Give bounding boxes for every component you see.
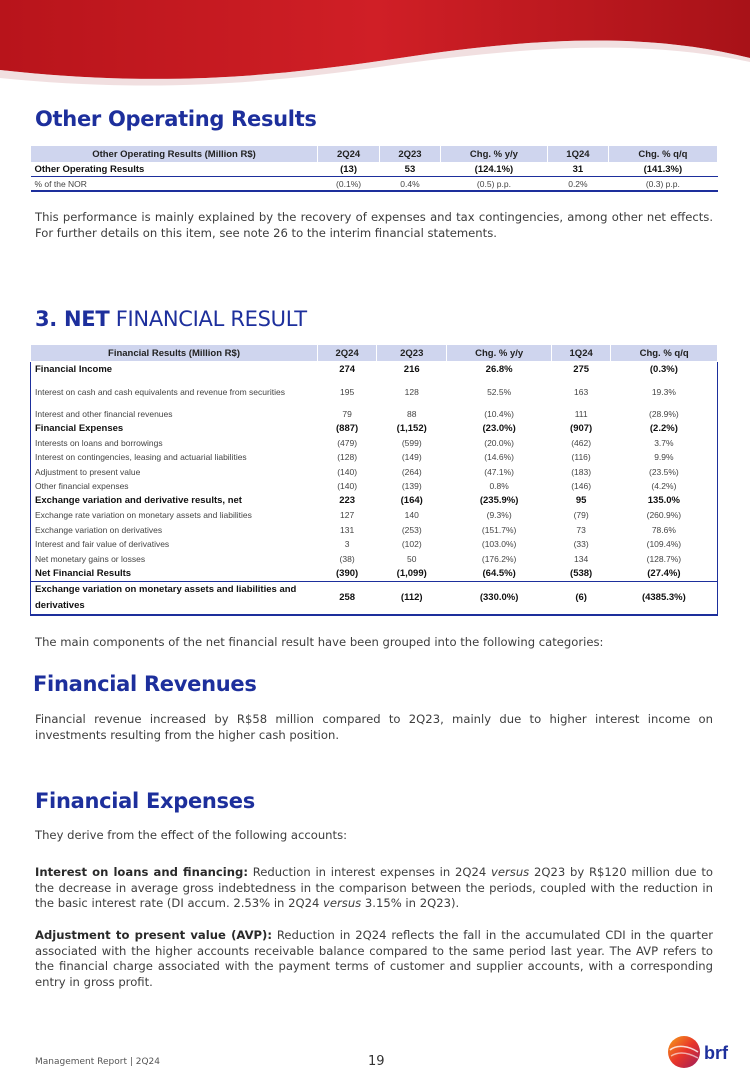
row-label: Exchange rate variation on monetary assets and liabilities <box>35 510 252 521</box>
table-row <box>31 523 718 538</box>
col-header: 2Q23 <box>380 146 441 163</box>
table-row <box>31 407 718 422</box>
row-label: Exchange variation on monetary assets and liabilities and derivatives <box>35 583 297 611</box>
col-header: 2Q24 <box>318 345 377 362</box>
cell: (0.3%) <box>649 363 678 375</box>
cell: (27.4%) <box>611 566 718 581</box>
text-italic: versus <box>323 896 362 910</box>
avp-label: Adjustment to present value (AVP): <box>35 928 272 942</box>
cell: (0.3) p.p. <box>645 178 680 189</box>
cell: 134 <box>574 553 589 564</box>
other-operating-table <box>30 145 718 192</box>
cell: 0.2% <box>568 178 588 189</box>
col-header: Chg. % y/y <box>440 146 547 163</box>
table-row <box>31 581 718 615</box>
row-label: Adjustment to present value <box>35 466 141 477</box>
cell: (47.1%) <box>484 466 515 477</box>
row-label: Financial Expenses <box>35 422 124 434</box>
cell: 127 <box>340 510 355 521</box>
cell: 0.4% <box>400 178 420 189</box>
cell: (6) <box>575 592 587 603</box>
cell: (264) <box>401 466 422 477</box>
cell: (146) <box>571 481 592 492</box>
footer-label: Management Report | 2Q24 <box>35 1057 160 1067</box>
cell: 26.8% <box>485 363 513 375</box>
net-financial-title-rest: FINANCIAL RESULT <box>109 307 307 331</box>
cell: 195 <box>340 386 355 397</box>
cell: 50 <box>407 553 417 564</box>
cell: 53 <box>380 163 441 177</box>
cell: 128 <box>404 386 419 397</box>
text-span: Reduction in interest expenses in 2Q24 <box>247 865 492 879</box>
cell: 3 <box>344 539 350 550</box>
cell: 78.6% <box>651 524 676 535</box>
table-row <box>31 163 718 177</box>
text-span: 2Q23 by R$120 million due to the decrease in average gross indebtedness in the comparison between the periods, coupled with the reduction in the basic interest rate (DI accum. 2.53% in 2Q24 <box>35 865 713 910</box>
table-row <box>31 421 718 436</box>
col-header: Chg. % y/y <box>447 345 552 362</box>
table-row <box>31 436 718 451</box>
other-operating-title: Other Operating Results <box>35 107 317 131</box>
table-row <box>31 465 718 480</box>
cell: 52.5% <box>487 386 512 397</box>
cell: 274 <box>339 363 356 375</box>
col-header: Other Operating Results (Million R$) <box>31 146 318 163</box>
cell: (128.7%) <box>646 553 682 564</box>
cell: (1,099) <box>377 566 447 581</box>
row-label: % of the NOR <box>34 178 87 189</box>
row-label: Interest and fair value of derivatives <box>35 539 170 550</box>
row-label: Other Operating Results <box>31 163 318 177</box>
cell: (23.0%) <box>482 422 516 434</box>
cell: 258 <box>339 592 356 603</box>
cell: 140 <box>404 510 419 521</box>
row-label: Financial Income <box>35 363 113 375</box>
table-row <box>31 450 718 465</box>
avp-paragraph <box>35 928 713 990</box>
cell: (164) <box>400 495 423 507</box>
cell: 88 <box>407 408 417 419</box>
cell: (599) <box>401 437 422 448</box>
table-row <box>31 377 718 407</box>
table-row <box>31 552 718 567</box>
top-wave-banner <box>0 0 750 92</box>
table-row <box>31 177 718 192</box>
financial-revenues-title: Financial Revenues <box>33 672 257 696</box>
cell: 216 <box>403 363 420 375</box>
financial-revenues-paragraph: Financial revenue increased by R$58 million compared to 2Q23, mainly due to higher interest income on investments resulting from the higher cash position. <box>35 712 713 742</box>
cell: (140) <box>337 466 358 477</box>
cell: 0.8% <box>489 481 509 492</box>
logo-text: brf <box>704 1043 728 1063</box>
col-header: Chg. % q/q <box>608 146 717 163</box>
cell: (253) <box>401 524 422 535</box>
cell: (23.5%) <box>649 466 679 477</box>
cell: (79) <box>573 510 589 521</box>
net-financial-title-bold: 3. NET <box>35 307 110 331</box>
cell: (330.0%) <box>479 592 519 603</box>
net-financial-title <box>35 307 307 331</box>
financial-expenses-title: Financial Expenses <box>35 789 255 813</box>
text-span: 3.15% in 2Q23). <box>361 896 460 910</box>
cell: (538) <box>552 566 611 581</box>
cell: (109.4%) <box>646 539 682 550</box>
cell: (103.0%) <box>481 539 517 550</box>
cell: (38) <box>339 553 355 564</box>
cell: (33) <box>573 539 589 550</box>
financial-results-table <box>30 344 718 616</box>
cell: (149) <box>401 452 422 463</box>
cell: (151.7%) <box>481 524 517 535</box>
cell: (140) <box>337 481 358 492</box>
cell: (141.3%) <box>608 163 717 177</box>
cell: 223 <box>339 495 356 507</box>
cell: (235.9%) <box>479 495 519 507</box>
cell: 111 <box>574 408 588 419</box>
table-row <box>31 494 718 509</box>
cell: (9.3%) <box>486 510 512 521</box>
row-label: Interest on contingencies, leasing and actuarial liabilities <box>35 452 247 463</box>
row-label: Interests on loans and borrowings <box>35 437 163 448</box>
col-header: 1Q24 <box>552 345 611 362</box>
cell: (2.2%) <box>649 422 678 434</box>
cell: 31 <box>548 163 609 177</box>
text-span: Reduction in 2Q24 reflects the fall in the accumulated CDI in the quarter associated with the higher accounts receivable balance compared to the same period last year. The AVP refers to the financial charge associated with the payment terms of customer and supplier accounts, with a corresponding entry in gross profit. <box>35 928 713 989</box>
cell: 131 <box>340 524 355 535</box>
text-italic: versus <box>491 865 530 879</box>
cell: (124.1%) <box>440 163 547 177</box>
row-label: Exchange variation and derivative results, net <box>35 495 242 507</box>
cell: (0.1%) <box>336 178 362 189</box>
table-row <box>31 479 718 494</box>
cell: 275 <box>573 363 590 375</box>
table-row <box>31 566 718 581</box>
col-header: 2Q23 <box>377 345 447 362</box>
cell: (20.0%) <box>484 437 515 448</box>
row-label: Exchange variation on derivatives <box>35 524 163 535</box>
col-header: Chg. % q/q <box>611 345 718 362</box>
cell: (64.5%) <box>447 566 552 581</box>
brf-logo <box>667 1034 739 1070</box>
page-number: 19 <box>368 1054 385 1069</box>
cell: 3.7% <box>654 437 674 448</box>
table-row <box>31 508 718 523</box>
col-header: Financial Results (Million R$) <box>31 345 318 362</box>
cell: (462) <box>571 437 592 448</box>
cell: (116) <box>571 452 591 463</box>
cell: (14.6%) <box>484 452 515 463</box>
row-label: Interest on cash and cash equivalents and revenue from securities <box>35 386 285 397</box>
cell: (139) <box>401 481 422 492</box>
interest-loans-label: Interest on loans and financing: <box>35 865 248 879</box>
cell: (907) <box>570 422 593 434</box>
table-row <box>31 362 718 377</box>
financial-expenses-intro: They derive from the effect of the following accounts: <box>35 828 348 842</box>
cell: 9.9% <box>654 452 674 463</box>
cell: (1,152) <box>396 422 427 434</box>
cell: (102) <box>401 539 422 550</box>
cell: (0.5) p.p. <box>476 178 511 189</box>
cell: 163 <box>574 386 589 397</box>
cell: 79 <box>342 408 352 419</box>
cell: (28.9%) <box>649 408 679 419</box>
other-operating-paragraph: This performance is mainly explained by the recovery of expenses and tax contingencies, among other net effects. For further details on this item, see note 26 to the interim financial statements. <box>35 210 713 240</box>
table-row <box>31 537 718 552</box>
cell: (183) <box>571 466 592 477</box>
cell: (4.2%) <box>651 481 677 492</box>
row-label: Other financial expenses <box>35 481 129 492</box>
col-header: 2Q24 <box>318 146 380 163</box>
cell: (13) <box>318 163 380 177</box>
cell: 135.0% <box>647 495 680 507</box>
row-label: Interest and other financial revenues <box>35 408 173 419</box>
cell: 19.3% <box>651 386 676 397</box>
cell: (390) <box>318 566 377 581</box>
row-label: Net monetary gains or losses <box>35 553 146 564</box>
cell: 95 <box>575 495 587 507</box>
cell: (128) <box>337 452 358 463</box>
cell: (260.9%) <box>646 510 682 521</box>
row-label: Net Financial Results <box>31 566 318 581</box>
cell: (176.2%) <box>481 553 517 564</box>
cell: (112) <box>400 592 423 603</box>
cell: (479) <box>337 437 358 448</box>
net-financial-intro: The main components of the net financial result have been grouped into the following categories: <box>35 635 604 649</box>
cell: (10.4%) <box>484 408 515 419</box>
cell: (4385.3%) <box>641 592 686 603</box>
interest-loans-paragraph <box>35 865 713 912</box>
col-header: 1Q24 <box>548 146 609 163</box>
cell: 73 <box>576 524 586 535</box>
cell: (887) <box>336 422 359 434</box>
